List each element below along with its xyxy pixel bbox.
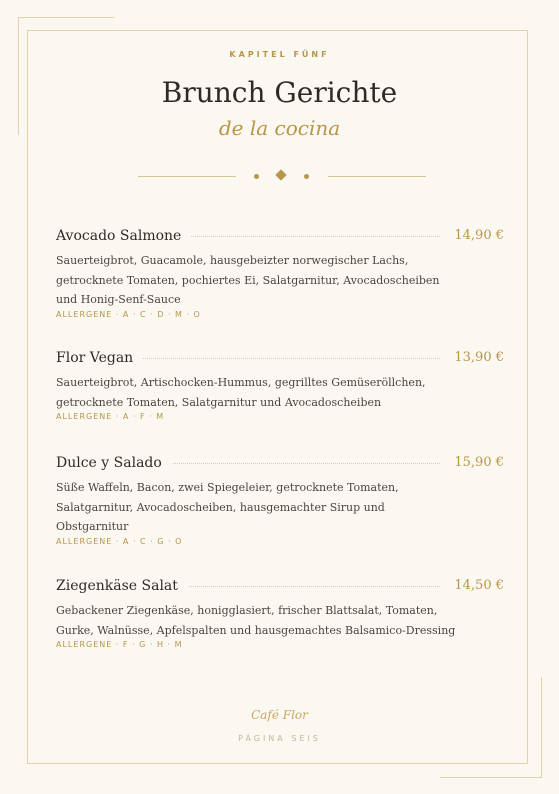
menu-item-allergens: ALLERGENE · A · F · M	[56, 412, 165, 421]
corner-ornament-top-left	[18, 17, 114, 18]
menu-item	[56, 350, 504, 421]
menu-item	[56, 578, 504, 649]
divider-diamond-icon	[275, 169, 286, 180]
menu-item-price: 14,90 €	[446, 228, 504, 243]
divider-line-right	[328, 176, 426, 177]
divider-ornament	[138, 168, 426, 186]
menu-item-name: Dulce y Salado	[56, 455, 172, 471]
chapter-kicker: KAPITEL FÜNF	[229, 50, 330, 59]
divider-dot-icon	[254, 174, 259, 179]
menu-item-description: Gebackener Ziegenkäse, honigglasiert, frischer Blattsalat, Tomaten, Gurke, Walnüsse, Apfelspalten und hausgemachtes Balsamico-Dressing	[56, 604, 456, 637]
menu-item-description: Süße Waffeln, Bacon, zwei Spiegeleier, getrocknete Tomaten, Salatgarnitur, Avocadoscheiben, hausgemachter Sirup und Obstgarnitur	[56, 481, 399, 533]
menu-item-name: Ziegenkäse Salat	[56, 578, 188, 594]
menu-item-price: 15,90 €	[446, 455, 504, 470]
page-title: Brunch Gerichte	[161, 76, 398, 109]
menu-item-name: Flor Vegan	[56, 350, 143, 366]
corner-ornament-bottom-right	[440, 777, 542, 778]
menu-item-header	[56, 228, 504, 248]
divider-dot-icon	[304, 174, 309, 179]
divider-line-left	[138, 176, 236, 177]
footer-page-label: PÁGINA SEIS	[238, 734, 321, 743]
menu-item-price: 14,50 €	[446, 578, 504, 593]
menu-item-description: Sauerteigbrot, Artischocken-Hummus, gegrilltes Gemüseröllchen, getrocknete Tomaten, Salatgarnitur und Avocadoscheiben	[56, 376, 426, 409]
menu-item	[56, 228, 504, 319]
menu-item-allergens: ALLERGENE · A · C · D · M · O	[56, 309, 201, 319]
footer-brand: Café Flor	[251, 708, 308, 722]
menu-item	[56, 455, 504, 546]
menu-item-price: 13,90 €	[446, 350, 504, 365]
corner-ornament-bottom-right-vertical	[541, 677, 542, 778]
page-subtitle: de la cocina	[218, 116, 341, 140]
menu-item-allergens: ALLERGENE · F · G · H · M	[56, 640, 183, 649]
menu-item-header	[56, 350, 504, 370]
menu-item-header	[56, 455, 504, 475]
menu-item-allergens: ALLERGENE · A · C · G · O	[56, 536, 183, 546]
menu-item-description: Sauerteigbrot, Guacamole, hausgebeizter norwegischer Lachs, getrocknete Tomaten, pochiertes Ei, Salatgarnitur, Avocadoscheiben und Honig-Senf-Sauce	[56, 254, 440, 306]
menu-item-name: Avocado Salmone	[56, 228, 191, 244]
menu-item-header	[56, 578, 504, 598]
